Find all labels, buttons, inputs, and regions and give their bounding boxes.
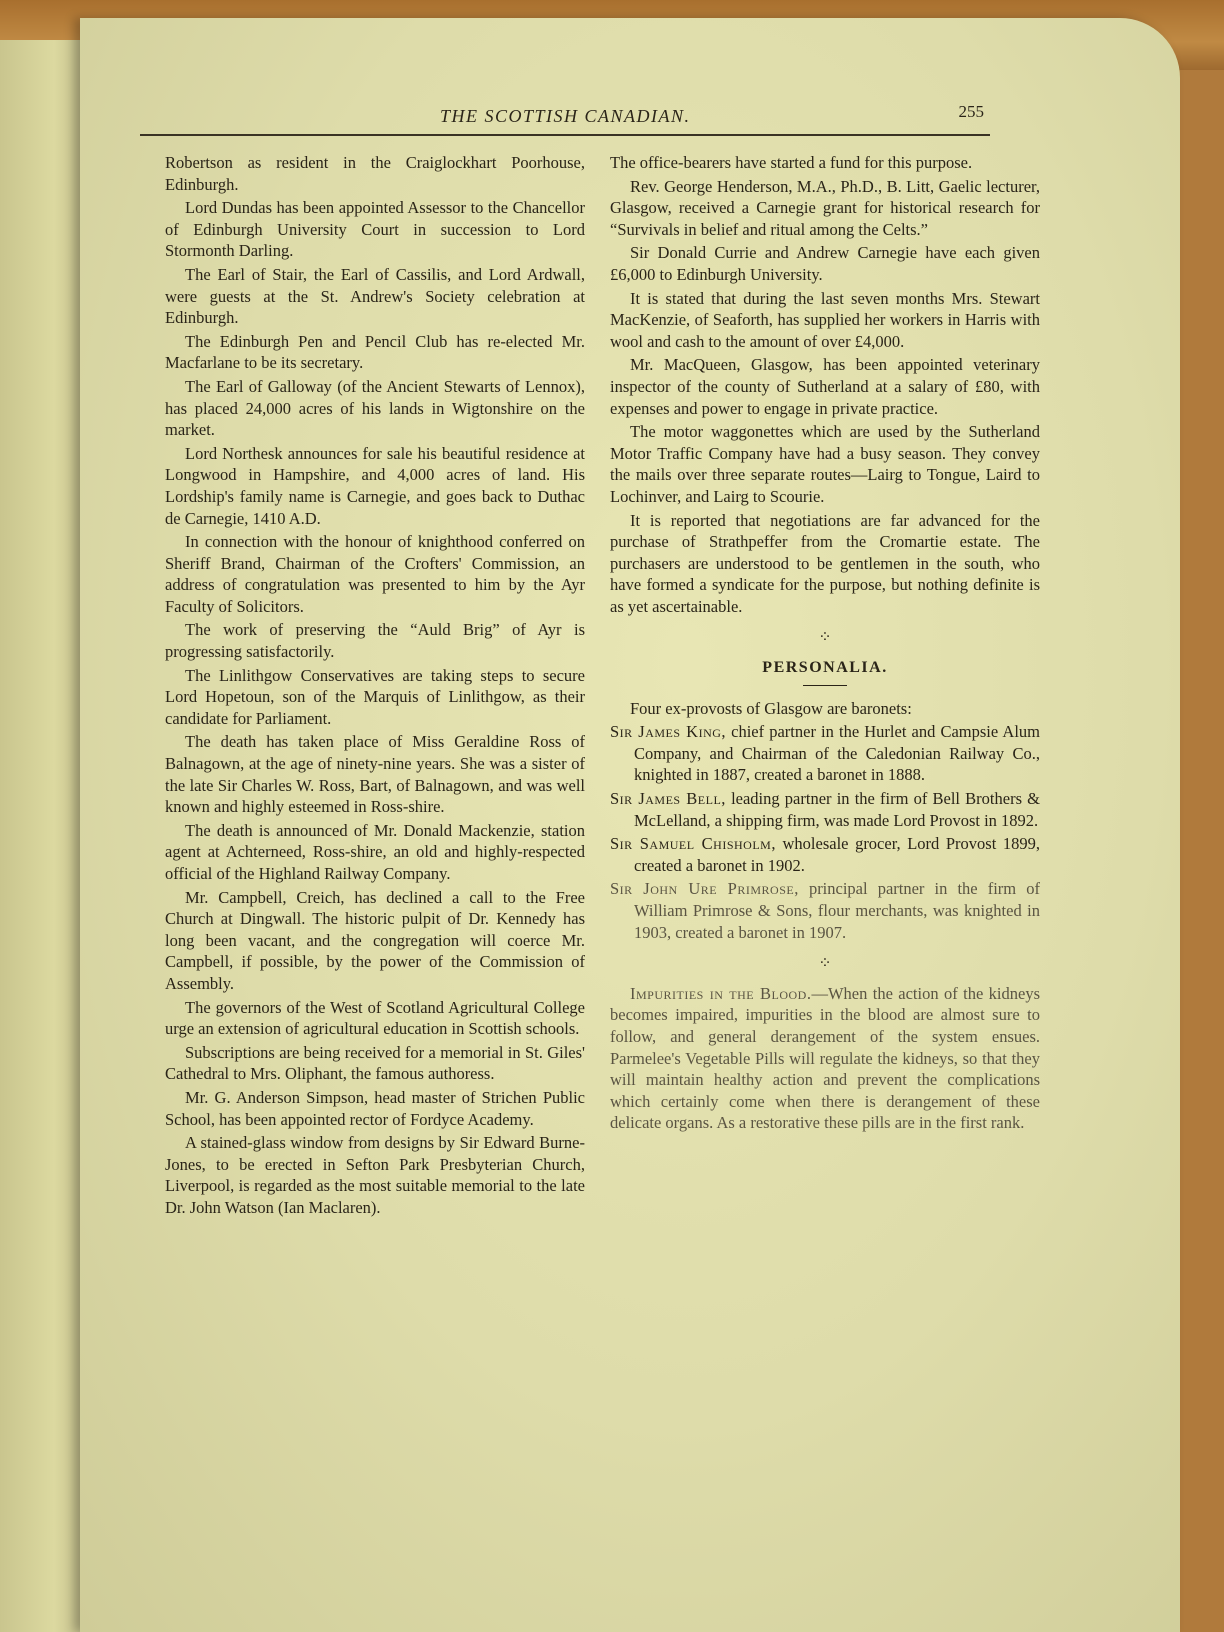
entry-name: Sir James King,	[610, 722, 727, 742]
ornament-icon: ⁘	[818, 629, 832, 647]
left-column	[165, 152, 585, 1221]
paragraph: Lord Dundas has been appointed Assessor to the Chancellor of Edinburgh University Court in succession to Lord Stormonth Darling.	[165, 198, 585, 261]
paragraph: It is reported that negotiations are far advanced for the purchase of Strathpeffer from the Cromartie estate. The purchasers are understood to be gentlemen in the south, who have formed a syndicate for the purpose, but nothing definite is as yet ascertainable.	[610, 510, 1040, 616]
paragraph: Robertson as resident in the Craiglockhart Poorhouse, Edinburgh.	[165, 153, 585, 194]
personalia-entry	[610, 788, 1040, 831]
right-column	[610, 152, 1040, 1136]
advert-lead: Impurities in the Blood.	[630, 983, 812, 1003]
paragraph: The motor waggonettes which are used by the Sutherland Motor Traffic Company have had a busy season. They convey the mails over three separate routes—Lairg to Tongue, Laird to Lochinver, and Lairg to Scourie.	[610, 422, 1040, 506]
entry-text: chief partner in the Hurlet and Campsie Alum Company, and Chairman of the Caledonian Railway Co., knighted in 1887, created a baronet in 1888.	[634, 722, 1040, 785]
paragraph: The death is announced of Mr. Donald Mackenzie, station agent at Achterneed, Ross-shire, an old and highly-respected official of the Highland Railway Company.	[165, 820, 585, 883]
personalia-entry	[610, 878, 1040, 943]
paragraph: It is stated that during the last seven months Mrs. Stewart MacKenzie, of Seaforth, has supplied her workers in Harris with wool and cash to the amount of over £4,000.	[610, 288, 1040, 351]
advert-paragraph	[610, 983, 1040, 1134]
paragraph: A stained-glass window from designs by Sir Edward Burne-Jones, to be erected in Sefton Park Presbyterian Church, Liverpool, is regarded as the most suitable memorial to the late Dr. John Watson (Ian Maclaren).	[165, 1133, 585, 1217]
paragraph: The governors of the West of Scotland Agricultural College urge an extension of agricultural education in Scottish schools.	[165, 997, 585, 1039]
paragraph: The death has taken place of Miss Geraldine Ross of Balnagown, at the age of ninety-nine years. She was a sister of the late Sir Charles W. Ross, Bart, of Balnagown, and was well known and highly esteemed in Ross-shire.	[165, 732, 585, 817]
paragraph: The Earl of Stair, the Earl of Cassilis, and Lord Ardwall, were guests at the St. Andrew's Society celebration at Edinburgh.	[165, 264, 585, 328]
entry-text: wholesale grocer, Lord Provost 1899, created a baronet in 1902.	[634, 834, 1040, 875]
paragraph: The Linlithgow Conservatives are taking steps to secure Lord Hopetoun, son of the Marquis of Linlithgow, as their candidate for Parliament.	[165, 665, 585, 728]
paragraph: Mr. G. Anderson Simpson, head master of Strichen Public School, has been appointed rector of Fordyce Academy.	[165, 1087, 585, 1129]
entry-name: Sir Samuel Chisholm,	[610, 834, 776, 854]
running-title: THE SCOTTISH CANADIAN.	[440, 106, 691, 126]
paragraph: Subscriptions are being received for a memorial in St. Giles' Cathedral to Mrs. Oliphant, the famous authoress.	[165, 1042, 585, 1084]
entry-name: Sir James Bell,	[610, 789, 726, 809]
paragraph: The Edinburgh Pen and Pencil Club has re-elected Mr. Macfarlane to be its secretary.	[165, 331, 585, 373]
ornament-icon: ⁘	[818, 955, 832, 973]
paragraph: Rev. George Henderson, M.A., Ph.D., B. Litt, Gaelic lecturer, Glasgow, received a Carnegie grant for historical research for “Survivals in belief and ritual among the Celts.”	[610, 176, 1040, 239]
paragraph: The work of preserving the “Auld Brig” of Ayr is progressing satisfactorily.	[165, 620, 585, 662]
paragraph: Lord Northesk announces for sale his beautiful residence at Longwood in Hampshire, and 4,000 acres of land. His Lordship's family name is Carnegie, and goes back to Duthac de Carnegie, 1410 A.D.	[165, 443, 585, 528]
paragraph: The office-bearers have started a fund for this purpose.	[610, 153, 973, 172]
entry-text: principal partner in the firm of William Primrose & Sons, flour merchants, was knighted in 1903, created a baronet in 1907.	[634, 879, 1040, 942]
paragraph: In connection with the honour of knighthood conferred on Sheriff Brand, Chairman of the Crofters' Commission, an address of congratulation was presented to him by the Ayr Faculty of Solicitors.	[165, 532, 585, 616]
heading-rule	[803, 685, 847, 686]
entry-text: leading partner in the firm of Bell Brothers & McLelland, a shipping firm, was made Lord Provost in 1892.	[634, 789, 1040, 830]
entry-name: Sir John Ure Primrose,	[610, 879, 799, 899]
personalia-entry	[610, 721, 1040, 786]
page-number: 255	[958, 102, 984, 121]
section-heading-personalia: PERSONALIA.	[762, 659, 888, 677]
paragraph: Mr. MacQueen, Glasgow, has been appointed veterinary inspector of the county of Sutherland at a salary of £80, with expenses and power to engage in private practice.	[610, 355, 1040, 418]
paragraph: The Earl of Galloway (of the Ancient Stewarts of Lennox), has placed 24,000 acres of his lands in Wigtonshire on the market.	[165, 376, 585, 440]
personalia-intro: Four ex-provosts of Glasgow are baronets:	[630, 698, 912, 718]
page-header	[140, 92, 990, 136]
advert-text: —When the action of the kidneys becomes impaired, impurities in the blood are almost sure to follow, and general derangement of the system ensues. Parmelee's Vegetable Pills will regulate the kidneys, so that they will maintain healthy action and prevent the complications which certainly come when there is derangement of these delicate organs. As a restorative these pills are in the first rank.	[610, 983, 1040, 1133]
facing-page-edge	[0, 40, 90, 1632]
paragraph: Mr. Campbell, Creich, has declined a call to the Free Church at Dingwall. The historic pulpit of Dr. Kennedy has long been vacant, and the congregation will coerce Mr. Campbell, if possible, by the power of the Commission of Assembly.	[165, 887, 585, 993]
personalia-entry	[610, 833, 1040, 876]
paragraph: Sir Donald Currie and Andrew Carnegie have each given £6,000 to Edinburgh University.	[610, 243, 1040, 284]
